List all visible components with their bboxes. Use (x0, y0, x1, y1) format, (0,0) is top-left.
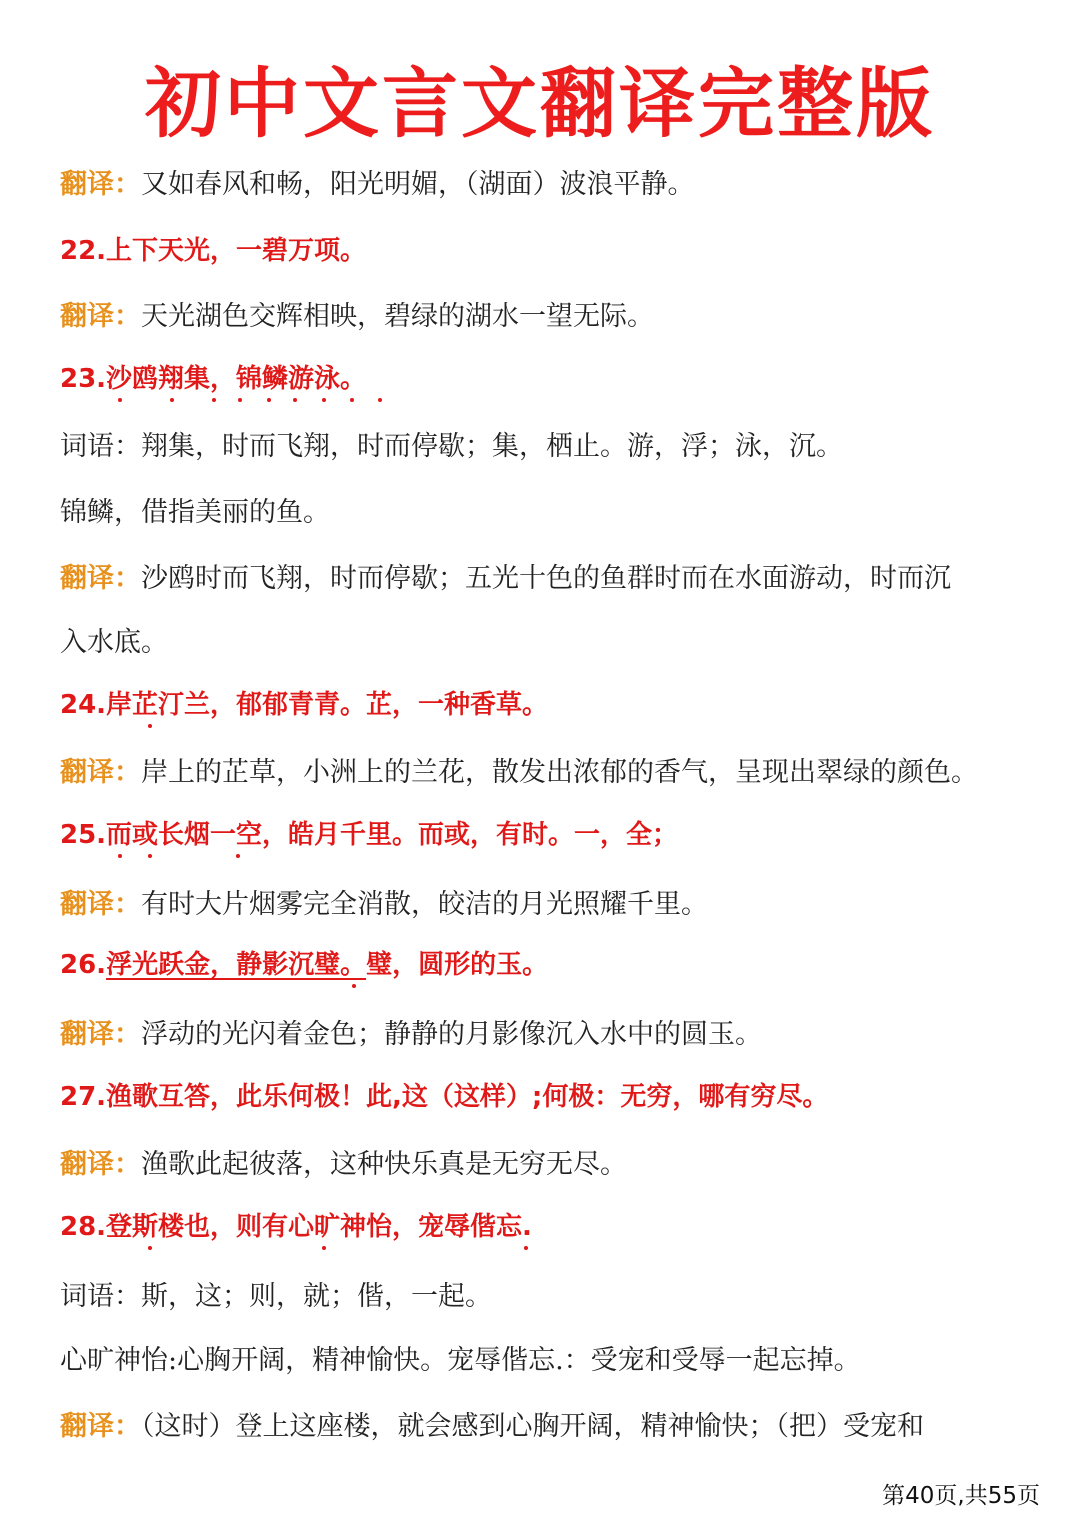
translation-text: 有时大片烟雾完全消散，皎洁的月光照耀千里。 (141, 889, 708, 920)
translation-label: 翻译： (60, 1411, 141, 1442)
translation-line (60, 1410, 1030, 1444)
page-number: 第40页,共55页 (882, 1483, 1040, 1509)
translation-line (60, 756, 1030, 790)
source-sentence-23 (60, 362, 1030, 396)
translation-label: 翻译： (60, 889, 141, 920)
translation-label: 翻译： (60, 1019, 141, 1050)
source-sentence-26 (60, 948, 1030, 982)
sentence-number: 26. (60, 950, 107, 980)
translation-label: 翻译： (60, 757, 141, 788)
vocab-line: 锦鳞，借指美丽的鱼。 (60, 497, 330, 528)
translation-text: 渔歌此起彼落，这种快乐真是无穷无尽。 (141, 1149, 627, 1180)
translation-text: 岸上的芷草，小洲上的兰花，散发出浓郁的香气，呈现出翠绿的颜色。 (141, 757, 978, 788)
emphasis-dots (60, 398, 1030, 406)
emphasis-dots (60, 984, 1030, 992)
source-sentence-24 (60, 688, 1030, 722)
translation-text: 浮动的光闪着金色；静静的月影像沉入水中的圆玉。 (141, 1019, 762, 1050)
sentence-text: 28.登斯楼也，则有心旷神怡，宠辱偕忘. (60, 1212, 532, 1242)
emphasis-dots (60, 1246, 1030, 1254)
underlined-phrase: 浮光跃金，静影沉璧。 (106, 950, 367, 980)
translation-line (60, 888, 1030, 922)
source-sentence-27: 27.渔歌互答，此乐何极！此,这（这样）;何极：无穷，哪有穷尽。 (60, 1082, 829, 1112)
translation-label: 翻译： (60, 1149, 141, 1180)
translation-label: 翻译： (60, 169, 141, 200)
vocab-line: 词语：斯，这；则，就；偕，一起。 (60, 1281, 492, 1312)
emphasis-dots (60, 854, 1030, 862)
translation-text: 天光湖色交辉相映，碧绿的湖水一望无际。 (141, 301, 654, 332)
sentence-note: 璧，圆形的玉。 (366, 950, 549, 980)
source-sentence-25 (60, 818, 1030, 852)
translation-line (60, 562, 1030, 596)
translation-label: 翻译： (60, 563, 141, 594)
translation-line (60, 1148, 1030, 1182)
sentence-text: 24.岸芷汀兰，郁郁青青。芷，一种香草。 (60, 690, 549, 720)
translation-line (60, 300, 1030, 334)
translation-text: 沙鸥时而飞翔，时而停歇；五光十色的鱼群时而在水面游动，时而沉 (141, 563, 951, 594)
translation-text: 又如春风和畅，阳光明媚，（湖面）波浪平静。 (141, 169, 695, 200)
translation-line (60, 168, 1030, 202)
sentence-text: 23.沙鸥翔集，锦鳞游泳。 (60, 364, 367, 394)
source-sentence-22: 22.上下天光，一碧万项。 (60, 236, 367, 266)
translation-text: （这时）登上这座楼，就会感到心胸开阔，精神愉快；（把）受宠和 (141, 1411, 924, 1442)
translation-label: 翻译： (60, 301, 141, 332)
emphasis-dots (60, 724, 1030, 732)
vocab-line: 词语：翔集，时而飞翔，时而停歇；集，栖止。游，浮；泳，沉。 (60, 431, 843, 462)
vocab-line: 心旷神怡:心胸开阔，精神愉快。宠辱偕忘.：受宠和受辱一起忘掉。 (60, 1345, 861, 1376)
source-sentence-28 (60, 1210, 1030, 1244)
sentence-text: 25.而或长烟一空，皓月千里。而或，有时。一，全； (60, 820, 679, 850)
translation-continuation: 入水底。 (60, 627, 168, 658)
page-title: 初中文言文翻译完整版 (145, 59, 935, 148)
translation-line (60, 1018, 1030, 1052)
